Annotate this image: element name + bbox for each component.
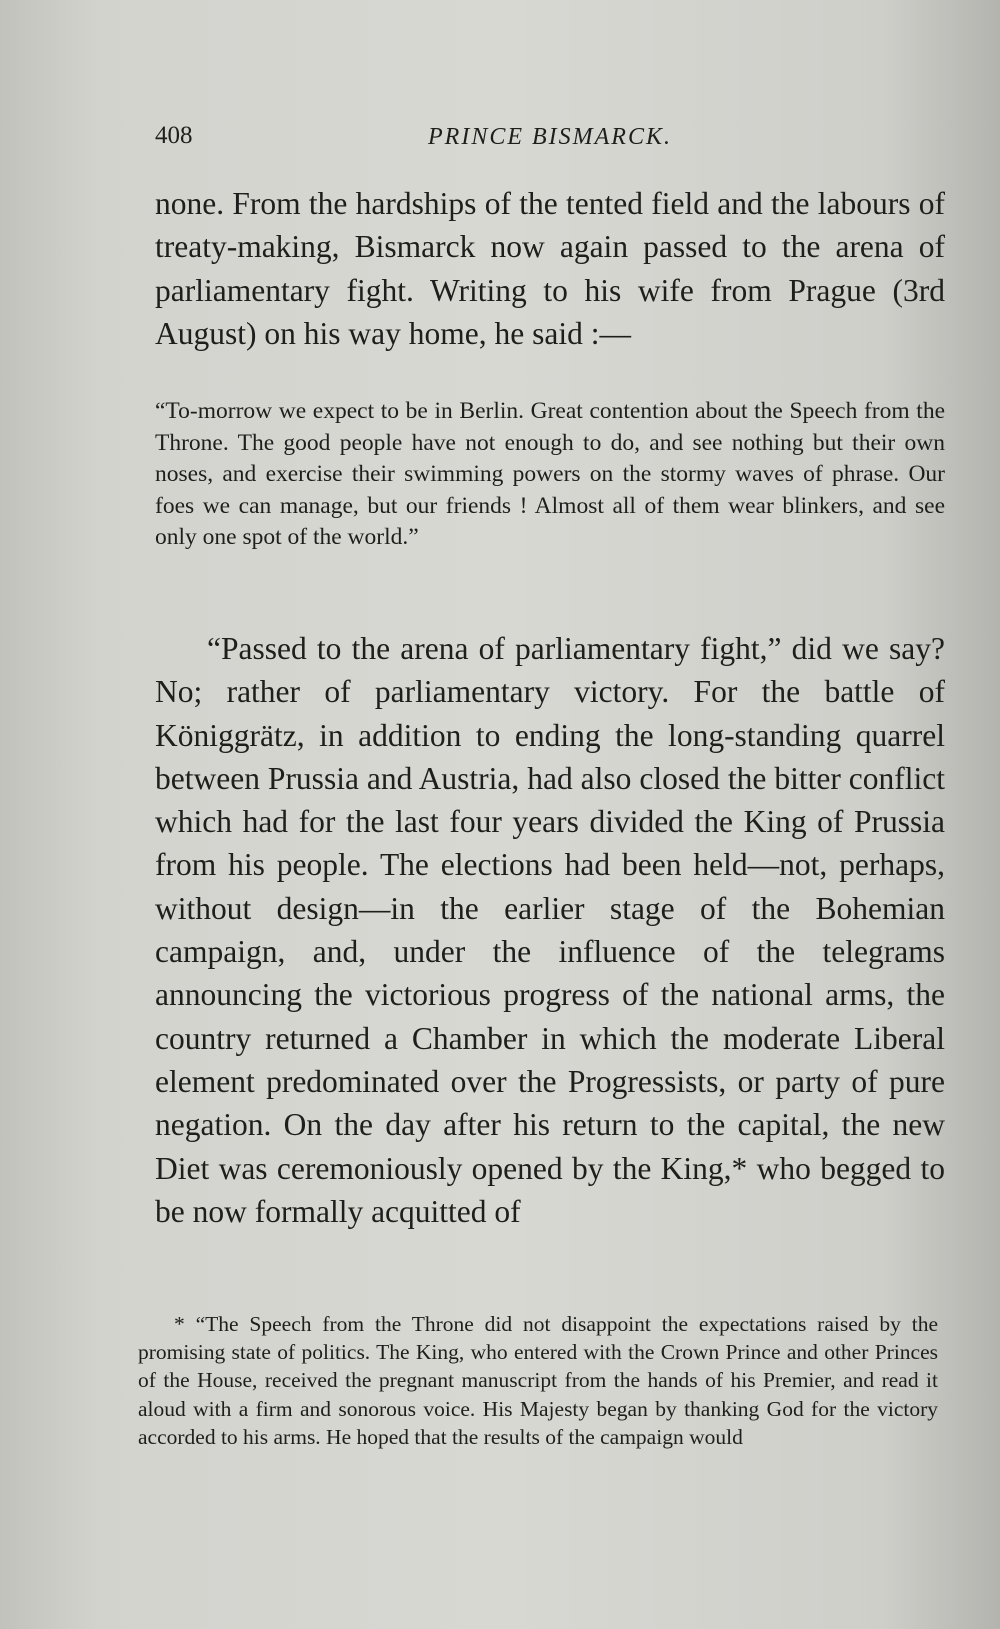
footnote: * “The Speech from the Throne did not disappoint the expectations raised by the promising state of politics. The King, who entered with the Crown Prince and other Princes of the House, received the pregnant manuscript from the hands of his Premier, and read it aloud with a firm and sonorous voice. His Majesty began by thanking God for the victory accorded to his arms. He hoped that the results of the campaign would bbox=[138, 1312, 938, 1449]
paragraph-main: “Passed to the arena of parliamentary fight,” did we say? No; rather of parliamentary victory. For the battle of Königgrätz, in addition to ending the long-standing quarrel between Prussia and Austria, had also closed the bitter conflict which had for the last four years divided the King of Prussia from his people. The elections had been held—not, perhaps, without design—in the earlier stage of the Bohemian campaign, and, under the influence of the telegrams announcing the victorious progress of the national arms, the country returned a Chamber in which the moderate Liberal element predominated over the Progressists, or party of pure negation. On the day after his return to the capital, the new Diet was ceremoniously opened by the King,* who begged to be now formally acquitted of bbox=[155, 631, 945, 1229]
running-title: PRINCE BISMARCK. bbox=[428, 124, 672, 150]
page-number: 408 bbox=[155, 122, 193, 149]
letter-quote: “To-morrow we expect to be in Berlin. Great contention about the Speech from the Throne. The good people have not enough to do, and see nothing but their own noses, and exercise their swimming powers on the stormy waves of phrase. Our foes we can manage, but our friends ! Almost all of them wear blinkers, and see only one spot of the world.” bbox=[155, 398, 945, 550]
page-header bbox=[155, 122, 945, 162]
paragraph-opening: none. From the hardships of the tented field and the labours of treaty-making, Bismarck now again passed to the arena of parliamentary fight. Writing to his wife from Prague (3rd August) on his way home, he said :— bbox=[155, 186, 945, 351]
